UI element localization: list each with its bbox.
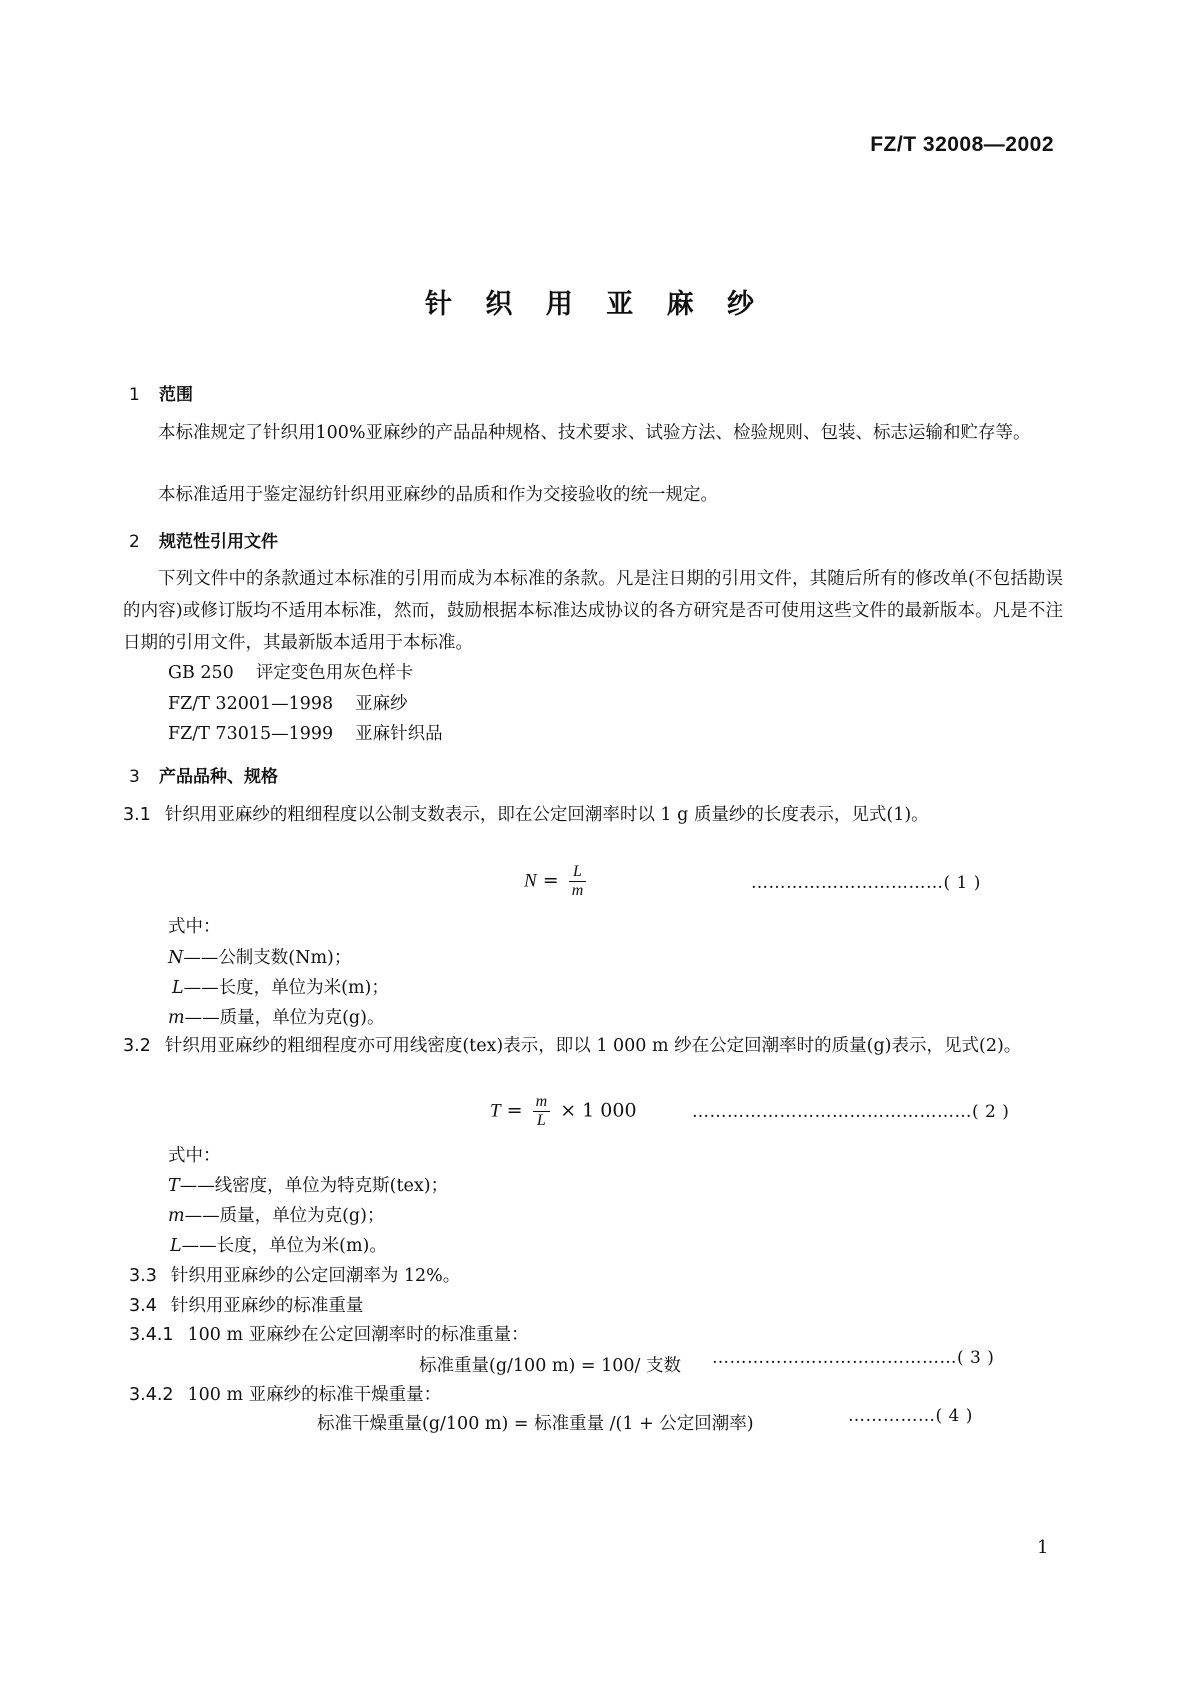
clause-3-4-1: [129, 1318, 529, 1352]
multiplier: × 1 000: [560, 1099, 637, 1122]
clause-text: 针织用亚麻纱的公定回潮率为 12%。: [170, 1266, 461, 1286]
where-label: 式中：: [168, 917, 221, 937]
clause-number: 3.4.2: [129, 1385, 174, 1405]
reference-code: FZ/T 73015—1999: [168, 724, 334, 744]
equation-label: ( 2 ): [972, 1102, 1010, 1122]
reference-name: 亚麻针织品: [355, 724, 443, 744]
document-title: 针 织 用 亚 麻 纱: [425, 289, 766, 320]
section-title: 规范性引用文件: [159, 532, 278, 552]
section-2-paragraph: 下列文件中的条款通过本标准的引用而成为本标准的条款。凡是注日期的引用文件，其随后所有的修改单(不包括勘误的内容)或修订版均不适用本标准，然而，鼓励根据本标准达成协议的各方研究是否可使用这些文件的最新版本。凡是不注日期的引用文件，其最新版本适用于本标准。: [123, 569, 1063, 653]
symbol-n: N: [524, 870, 537, 892]
reference-item: [168, 687, 408, 721]
equation-2-leader: [692, 1102, 1009, 1122]
dot-leader: ……………………………: [751, 873, 944, 893]
section-number: 3: [129, 767, 140, 787]
equals-sign: =: [542, 869, 559, 892]
equation-4: [317, 1407, 754, 1441]
numerator: L: [569, 863, 587, 882]
symbol: L: [170, 1236, 182, 1256]
section-number: 2: [129, 532, 140, 552]
symbol: N: [168, 948, 184, 968]
definition-item: [168, 941, 351, 975]
clause-number: 3.4: [129, 1296, 157, 1316]
clause-text: 针织用亚麻纱的粗细程度以公制支数表示，即在公定回潮率时以 1 g 质量纱的长度表示，见式(1)。: [164, 805, 929, 825]
equation-text: 标准干燥重量(g/100 m) = 标准重量 /(1 + 公定回潮率): [317, 1414, 754, 1434]
clause-number: 3.2: [123, 1036, 151, 1056]
reference-code: FZ/T 32001—1998: [168, 694, 334, 714]
equation-label: ( 4 ): [935, 1406, 973, 1426]
symbol: T: [168, 1176, 180, 1196]
equation-label: ( 3 ): [957, 1348, 995, 1368]
symbol: L: [172, 978, 184, 998]
denominator: L: [536, 1112, 546, 1129]
reference-name: 亚麻纱: [355, 694, 408, 714]
clause-text: 针织用亚麻纱的粗细程度亦可用线密度(tex)表示，即以 1 000 m 纱在公定回潮率时的质量(g)表示，见式(2)。: [164, 1036, 1022, 1056]
definition-text: ——公制支数(Nm)；: [183, 948, 352, 968]
clause-number: 3.4.1: [129, 1325, 174, 1345]
fraction: [533, 1093, 551, 1130]
section-2-heading: [129, 527, 278, 552]
standard-number: FZ/T 32008—2002: [870, 133, 1054, 156]
equation-label: ( 1 ): [943, 873, 981, 893]
equation-3-leader: [712, 1348, 994, 1368]
definition-item: [168, 1169, 448, 1203]
section-1-paragraph-2: 本标准适用于鉴定湿纺针织用亚麻纱的品质和作为交接验收的统一规定。: [158, 485, 718, 505]
clause-text: 100 m 亚麻纱在公定回潮率时的标准重量：: [187, 1325, 529, 1345]
equation-4-leader: [848, 1406, 973, 1426]
equation-2: [490, 1093, 637, 1130]
section-title: 产品品种、规格: [159, 767, 278, 787]
section-number: 1: [129, 385, 140, 405]
clause-3-2: [123, 1030, 1063, 1062]
clause-3-3: [129, 1259, 460, 1293]
definition-text: ——长度，单位为米(m)；: [183, 978, 389, 998]
symbol-t: T: [490, 1100, 501, 1122]
definition-text: ——质量，单位为克(g)；: [184, 1206, 385, 1226]
dot-leader: …………………………………………: [692, 1102, 972, 1122]
definition-text: ——长度，单位为米(m)。: [181, 1236, 387, 1256]
clause-number: 3.1: [123, 805, 151, 825]
numerator: m: [533, 1093, 551, 1112]
definition-item: [172, 971, 389, 1005]
fraction: [569, 863, 587, 900]
section-3-heading: [129, 762, 278, 787]
symbol: m: [168, 1206, 185, 1226]
section-1-heading: [129, 380, 193, 405]
clause-number: 3.3: [129, 1266, 157, 1286]
definition-item: [168, 1199, 384, 1233]
equation-text: 标准重量(g/100 m) = 100/ 支数: [419, 1356, 681, 1376]
symbol: m: [168, 1008, 185, 1028]
section-1-paragraph-1: 本标准规定了针织用100%亚麻纱的产品品种规格、技术要求、试验方法、检验规则、包装、标志运输和贮存等。: [158, 423, 1031, 443]
page-number: 1: [1037, 1537, 1049, 1558]
dot-leader: ……………: [848, 1406, 936, 1426]
equation-3: [419, 1349, 681, 1383]
equation-1: [524, 863, 590, 900]
clause-3-1: [123, 799, 1063, 831]
definition-text: ——质量，单位为克(g)。: [184, 1008, 385, 1028]
denominator: m: [571, 882, 584, 899]
reference-code: GB 250: [168, 663, 234, 683]
clause-text: 针织用亚麻纱的标准重量: [170, 1296, 364, 1316]
where-label: 式中：: [168, 1146, 221, 1166]
clause-text: 100 m 亚麻纱的标准干燥重量：: [187, 1385, 442, 1405]
reference-item: [168, 656, 413, 690]
reference-item: [168, 717, 443, 751]
reference-name: 评定变色用灰色样卡: [255, 663, 414, 683]
definition-item: [170, 1229, 387, 1263]
dot-leader: ……………………………………: [712, 1348, 957, 1368]
equals-sign: =: [506, 1099, 523, 1122]
equation-1-leader: [751, 873, 981, 893]
section-title: 范围: [159, 385, 193, 405]
definition-text: ——线密度，单位为特克斯(tex)；: [179, 1176, 449, 1196]
